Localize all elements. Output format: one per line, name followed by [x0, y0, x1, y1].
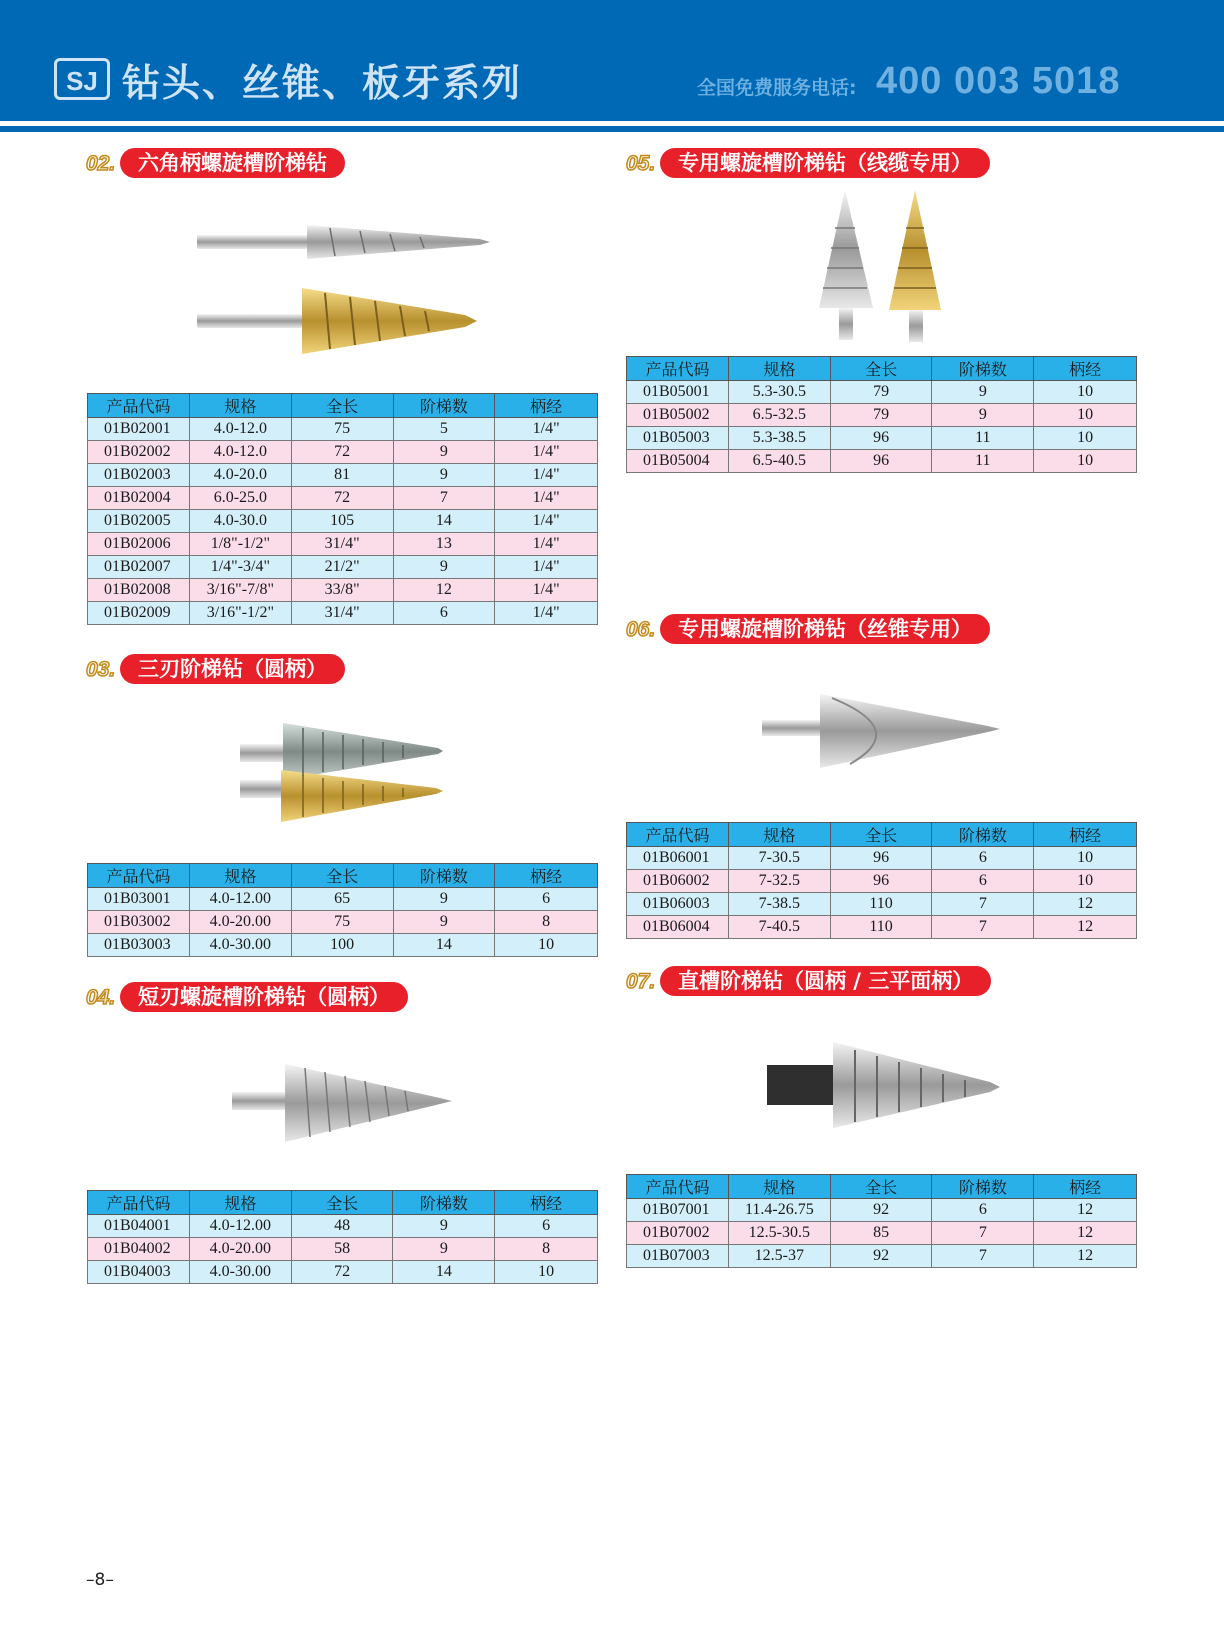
table-row [627, 847, 1137, 870]
table-cell: 9 [393, 1215, 495, 1238]
table-cell: 01B05001 [627, 381, 729, 404]
table-row [88, 418, 598, 441]
table-row [88, 533, 598, 556]
table-cell: 01B02009 [88, 602, 190, 625]
table-cell: 5.3-30.5 [728, 381, 830, 404]
table-cell: 92 [830, 1245, 932, 1268]
table-cell: 11 [932, 427, 1034, 450]
table-cell: 01B02008 [88, 579, 190, 602]
table-cell: 4.0-30.00 [189, 1261, 291, 1284]
table-row [627, 1245, 1137, 1268]
table-cell: 72 [291, 1261, 393, 1284]
table-cell: 1/4" [495, 602, 598, 625]
table-cell: 81 [291, 464, 393, 487]
header-spec: 规格 [189, 864, 291, 888]
spec-table-03 [87, 863, 598, 957]
table-row [88, 934, 598, 957]
table-cell: 01B05003 [627, 427, 729, 450]
table-cell: 12.5-30.5 [728, 1222, 830, 1245]
tap-step-drill-image [760, 690, 1005, 770]
header-steps: 阶梯数 [932, 1175, 1034, 1199]
table-cell: 72 [291, 487, 393, 510]
table-row [88, 441, 598, 464]
spec-table-07 [626, 1174, 1137, 1268]
table-cell: 14 [393, 1261, 495, 1284]
table-cell: 14 [393, 934, 495, 957]
header-length: 全长 [830, 357, 932, 381]
header-length: 全长 [291, 1191, 393, 1215]
header-shank: 柄经 [495, 394, 598, 418]
cable-step-drill-image [815, 188, 945, 343]
table-cell: 6.5-40.5 [728, 450, 830, 473]
table-row [627, 450, 1137, 473]
section-title: 直槽阶梯钻（圆柄 / 三平面柄） [660, 966, 991, 996]
three-flute-step-drill-image [238, 718, 448, 828]
table-cell: 7 [932, 1245, 1034, 1268]
table-cell: 6 [495, 888, 598, 911]
header-steps: 阶梯数 [932, 823, 1034, 847]
table-cell: 01B03002 [88, 911, 190, 934]
table-cell: 1/4" [495, 441, 598, 464]
table-cell: 4.0-12.0 [189, 418, 291, 441]
header-spec: 规格 [728, 823, 830, 847]
table-row [88, 579, 598, 602]
table-cell: 1/4" [495, 579, 598, 602]
table-cell: 7 [393, 487, 495, 510]
table-row [627, 1222, 1137, 1245]
table-cell: 01B04003 [88, 1261, 190, 1284]
table-cell: 110 [830, 893, 932, 916]
table-row [88, 510, 598, 533]
header-shank: 柄经 [495, 864, 598, 888]
table-row [88, 464, 598, 487]
header-length: 全长 [291, 864, 393, 888]
table-header-row [627, 823, 1137, 847]
table-cell: 01B07003 [627, 1245, 729, 1268]
table-cell: 12 [1034, 893, 1137, 916]
logo-text: SJ [66, 66, 98, 96]
table-cell: 5.3-38.5 [728, 427, 830, 450]
header-length: 全长 [830, 1175, 932, 1199]
table-cell: 01B07001 [627, 1199, 729, 1222]
table-cell: 1/4" [495, 533, 598, 556]
table-cell: 12 [1034, 916, 1137, 939]
spec-table-02 [87, 393, 598, 625]
table-cell: 01B03001 [88, 888, 190, 911]
table-cell: 5 [393, 418, 495, 441]
header-shank: 柄经 [1034, 357, 1137, 381]
table-cell: 79 [830, 404, 932, 427]
table-row [627, 404, 1137, 427]
header-code: 产品代码 [88, 864, 190, 888]
table-cell: 9 [393, 464, 495, 487]
table-cell: 75 [291, 418, 393, 441]
spec-table-06 [626, 822, 1137, 939]
table-cell: 110 [830, 916, 932, 939]
header-code: 产品代码 [627, 823, 729, 847]
table-cell: 72 [291, 441, 393, 464]
table-header-row [88, 1191, 598, 1215]
section-number: 04. [86, 986, 116, 1009]
table-cell: 7 [932, 1222, 1034, 1245]
table-cell: 6.5-32.5 [728, 404, 830, 427]
table-cell: 10 [1034, 450, 1137, 473]
table-header-row [88, 864, 598, 888]
table-row [88, 1238, 598, 1261]
table-cell: 79 [830, 381, 932, 404]
table-cell: 3/16"-7/8" [189, 579, 291, 602]
table-row [88, 602, 598, 625]
section-number: 06. [626, 618, 656, 641]
table-cell: 6 [932, 847, 1034, 870]
table-cell: 12 [1034, 1222, 1137, 1245]
header-steps: 阶梯数 [932, 357, 1034, 381]
short-flute-spiral-step-drill-image [230, 1060, 460, 1145]
section-title: 短刃螺旋槽阶梯钻（圆柄） [120, 982, 408, 1012]
section-number: 07. [626, 970, 656, 993]
table-cell: 01B06001 [627, 847, 729, 870]
table-cell: 01B02002 [88, 441, 190, 464]
table-row [627, 916, 1137, 939]
table-header-row [627, 357, 1137, 381]
table-cell: 1/8"-1/2" [189, 533, 291, 556]
table-row [88, 1215, 598, 1238]
table-cell: 9 [932, 404, 1034, 427]
hotline-number: 400 003 5018 [876, 60, 1121, 102]
table-cell: 6 [393, 602, 495, 625]
table-cell: 9 [932, 381, 1034, 404]
table-cell: 4.0-20.0 [189, 464, 291, 487]
table-cell: 9 [393, 1238, 495, 1261]
table-cell: 6 [932, 1199, 1034, 1222]
table-cell: 85 [830, 1222, 932, 1245]
table-cell: 01B06002 [627, 870, 729, 893]
table-cell: 1/4" [495, 556, 598, 579]
table-cell: 96 [830, 847, 932, 870]
header-code: 产品代码 [88, 1191, 190, 1215]
table-cell: 4.0-30.0 [189, 510, 291, 533]
header-spec: 规格 [728, 357, 830, 381]
header-spec: 规格 [189, 1191, 291, 1215]
table-header-row [627, 1175, 1137, 1199]
table-cell: 01B06003 [627, 893, 729, 916]
table-cell: 9 [393, 888, 495, 911]
header-shank: 柄经 [1034, 823, 1137, 847]
table-cell: 48 [291, 1215, 393, 1238]
table-cell: 14 [393, 510, 495, 533]
table-cell: 7-40.5 [728, 916, 830, 939]
table-cell: 4.0-12.00 [189, 888, 291, 911]
table-header-row [88, 394, 598, 418]
table-row [88, 911, 598, 934]
table-cell: 3/16"-1/2" [189, 602, 291, 625]
table-cell: 01B03003 [88, 934, 190, 957]
table-cell: 01B02003 [88, 464, 190, 487]
table-cell: 96 [830, 450, 932, 473]
header-steps: 阶梯数 [393, 394, 495, 418]
table-row [88, 487, 598, 510]
table-cell: 1/4" [495, 464, 598, 487]
page-number: –8– [86, 1570, 114, 1590]
table-cell: 01B05004 [627, 450, 729, 473]
table-cell: 01B02007 [88, 556, 190, 579]
header-code: 产品代码 [627, 357, 729, 381]
table-cell: 12 [393, 579, 495, 602]
table-cell: 1/4"-3/4" [189, 556, 291, 579]
table-cell: 12 [1034, 1245, 1137, 1268]
header-divider [0, 126, 1224, 132]
table-cell: 4.0-12.0 [189, 441, 291, 464]
table-cell: 9 [393, 911, 495, 934]
section-number: 05. [626, 152, 656, 175]
table-cell: 96 [830, 427, 932, 450]
table-cell: 31/4" [291, 602, 393, 625]
table-cell: 9 [393, 441, 495, 464]
table-cell: 1/4" [495, 418, 598, 441]
table-cell: 10 [1034, 870, 1137, 893]
table-cell: 13 [393, 533, 495, 556]
table-cell: 7-30.5 [728, 847, 830, 870]
table-row [627, 381, 1137, 404]
straight-flute-step-drill-image [765, 1040, 1005, 1130]
table-cell: 10 [495, 1261, 598, 1284]
header-code: 产品代码 [88, 394, 190, 418]
table-cell: 01B04001 [88, 1215, 190, 1238]
header-code: 产品代码 [627, 1175, 729, 1199]
table-cell: 4.0-12.00 [189, 1215, 291, 1238]
table-cell: 6 [932, 870, 1034, 893]
table-row [88, 556, 598, 579]
table-row [627, 870, 1137, 893]
header-shank: 柄经 [495, 1191, 598, 1215]
table-cell: 58 [291, 1238, 393, 1261]
page-title: 钻头、丝锥、板牙系列 [122, 61, 523, 105]
table-cell: 92 [830, 1199, 932, 1222]
spec-table-05 [626, 356, 1137, 473]
table-cell: 4.0-30.00 [189, 934, 291, 957]
table-cell: 8 [495, 911, 598, 934]
section-number: 03. [86, 658, 116, 681]
table-row [627, 427, 1137, 450]
brand-logo [54, 58, 110, 100]
table-cell: 10 [495, 934, 598, 957]
table-cell: 96 [830, 870, 932, 893]
table-cell: 01B07002 [627, 1222, 729, 1245]
table-cell: 11 [932, 450, 1034, 473]
hotline-label: 全国免费服务电话: [697, 77, 857, 99]
table-cell: 01B02005 [88, 510, 190, 533]
table-cell: 10 [1034, 381, 1137, 404]
table-cell: 21/2" [291, 556, 393, 579]
spec-table-04 [87, 1190, 598, 1284]
table-cell: 1/4" [495, 510, 598, 533]
table-cell: 1/4" [495, 487, 598, 510]
header-length: 全长 [291, 394, 393, 418]
table-cell: 12 [1034, 1199, 1137, 1222]
section-title: 三刃阶梯钻（圆柄） [120, 654, 345, 684]
header-length: 全长 [830, 823, 932, 847]
table-cell: 8 [495, 1238, 598, 1261]
header-steps: 阶梯数 [393, 864, 495, 888]
table-row [88, 888, 598, 911]
table-cell: 33/8" [291, 579, 393, 602]
header-spec: 规格 [189, 394, 291, 418]
table-cell: 6.0-25.0 [189, 487, 291, 510]
table-cell: 7 [932, 916, 1034, 939]
table-row [627, 1199, 1137, 1222]
table-cell: 01B05002 [627, 404, 729, 427]
table-cell: 105 [291, 510, 393, 533]
table-cell: 65 [291, 888, 393, 911]
section-title: 专用螺旋槽阶梯钻（线缆专用） [660, 148, 990, 178]
table-row [627, 893, 1137, 916]
table-cell: 75 [291, 911, 393, 934]
table-cell: 01B04002 [88, 1238, 190, 1261]
table-cell: 9 [393, 556, 495, 579]
table-cell: 01B02001 [88, 418, 190, 441]
section-title: 专用螺旋槽阶梯钻（丝锥专用） [660, 614, 990, 644]
table-cell: 4.0-20.00 [189, 911, 291, 934]
table-row [88, 1261, 598, 1284]
table-cell: 100 [291, 934, 393, 957]
header-steps: 阶梯数 [393, 1191, 495, 1215]
table-cell: 01B02006 [88, 533, 190, 556]
table-cell: 7-32.5 [728, 870, 830, 893]
table-cell: 4.0-20.00 [189, 1238, 291, 1261]
table-cell: 10 [1034, 404, 1137, 427]
hex-shank-spiral-step-drill-image [195, 215, 495, 355]
table-cell: 12.5-37 [728, 1245, 830, 1268]
table-cell: 6 [495, 1215, 598, 1238]
table-cell: 10 [1034, 427, 1137, 450]
table-cell: 7 [932, 893, 1034, 916]
table-cell: 10 [1034, 847, 1137, 870]
table-cell: 7-38.5 [728, 893, 830, 916]
table-cell: 31/4" [291, 533, 393, 556]
header-spec: 规格 [728, 1175, 830, 1199]
section-number: 02. [86, 152, 116, 175]
table-cell: 01B02004 [88, 487, 190, 510]
table-cell: 11.4-26.75 [728, 1199, 830, 1222]
section-title: 六角柄螺旋槽阶梯钻 [120, 148, 345, 178]
table-cell: 01B06004 [627, 916, 729, 939]
header-shank: 柄经 [1034, 1175, 1137, 1199]
